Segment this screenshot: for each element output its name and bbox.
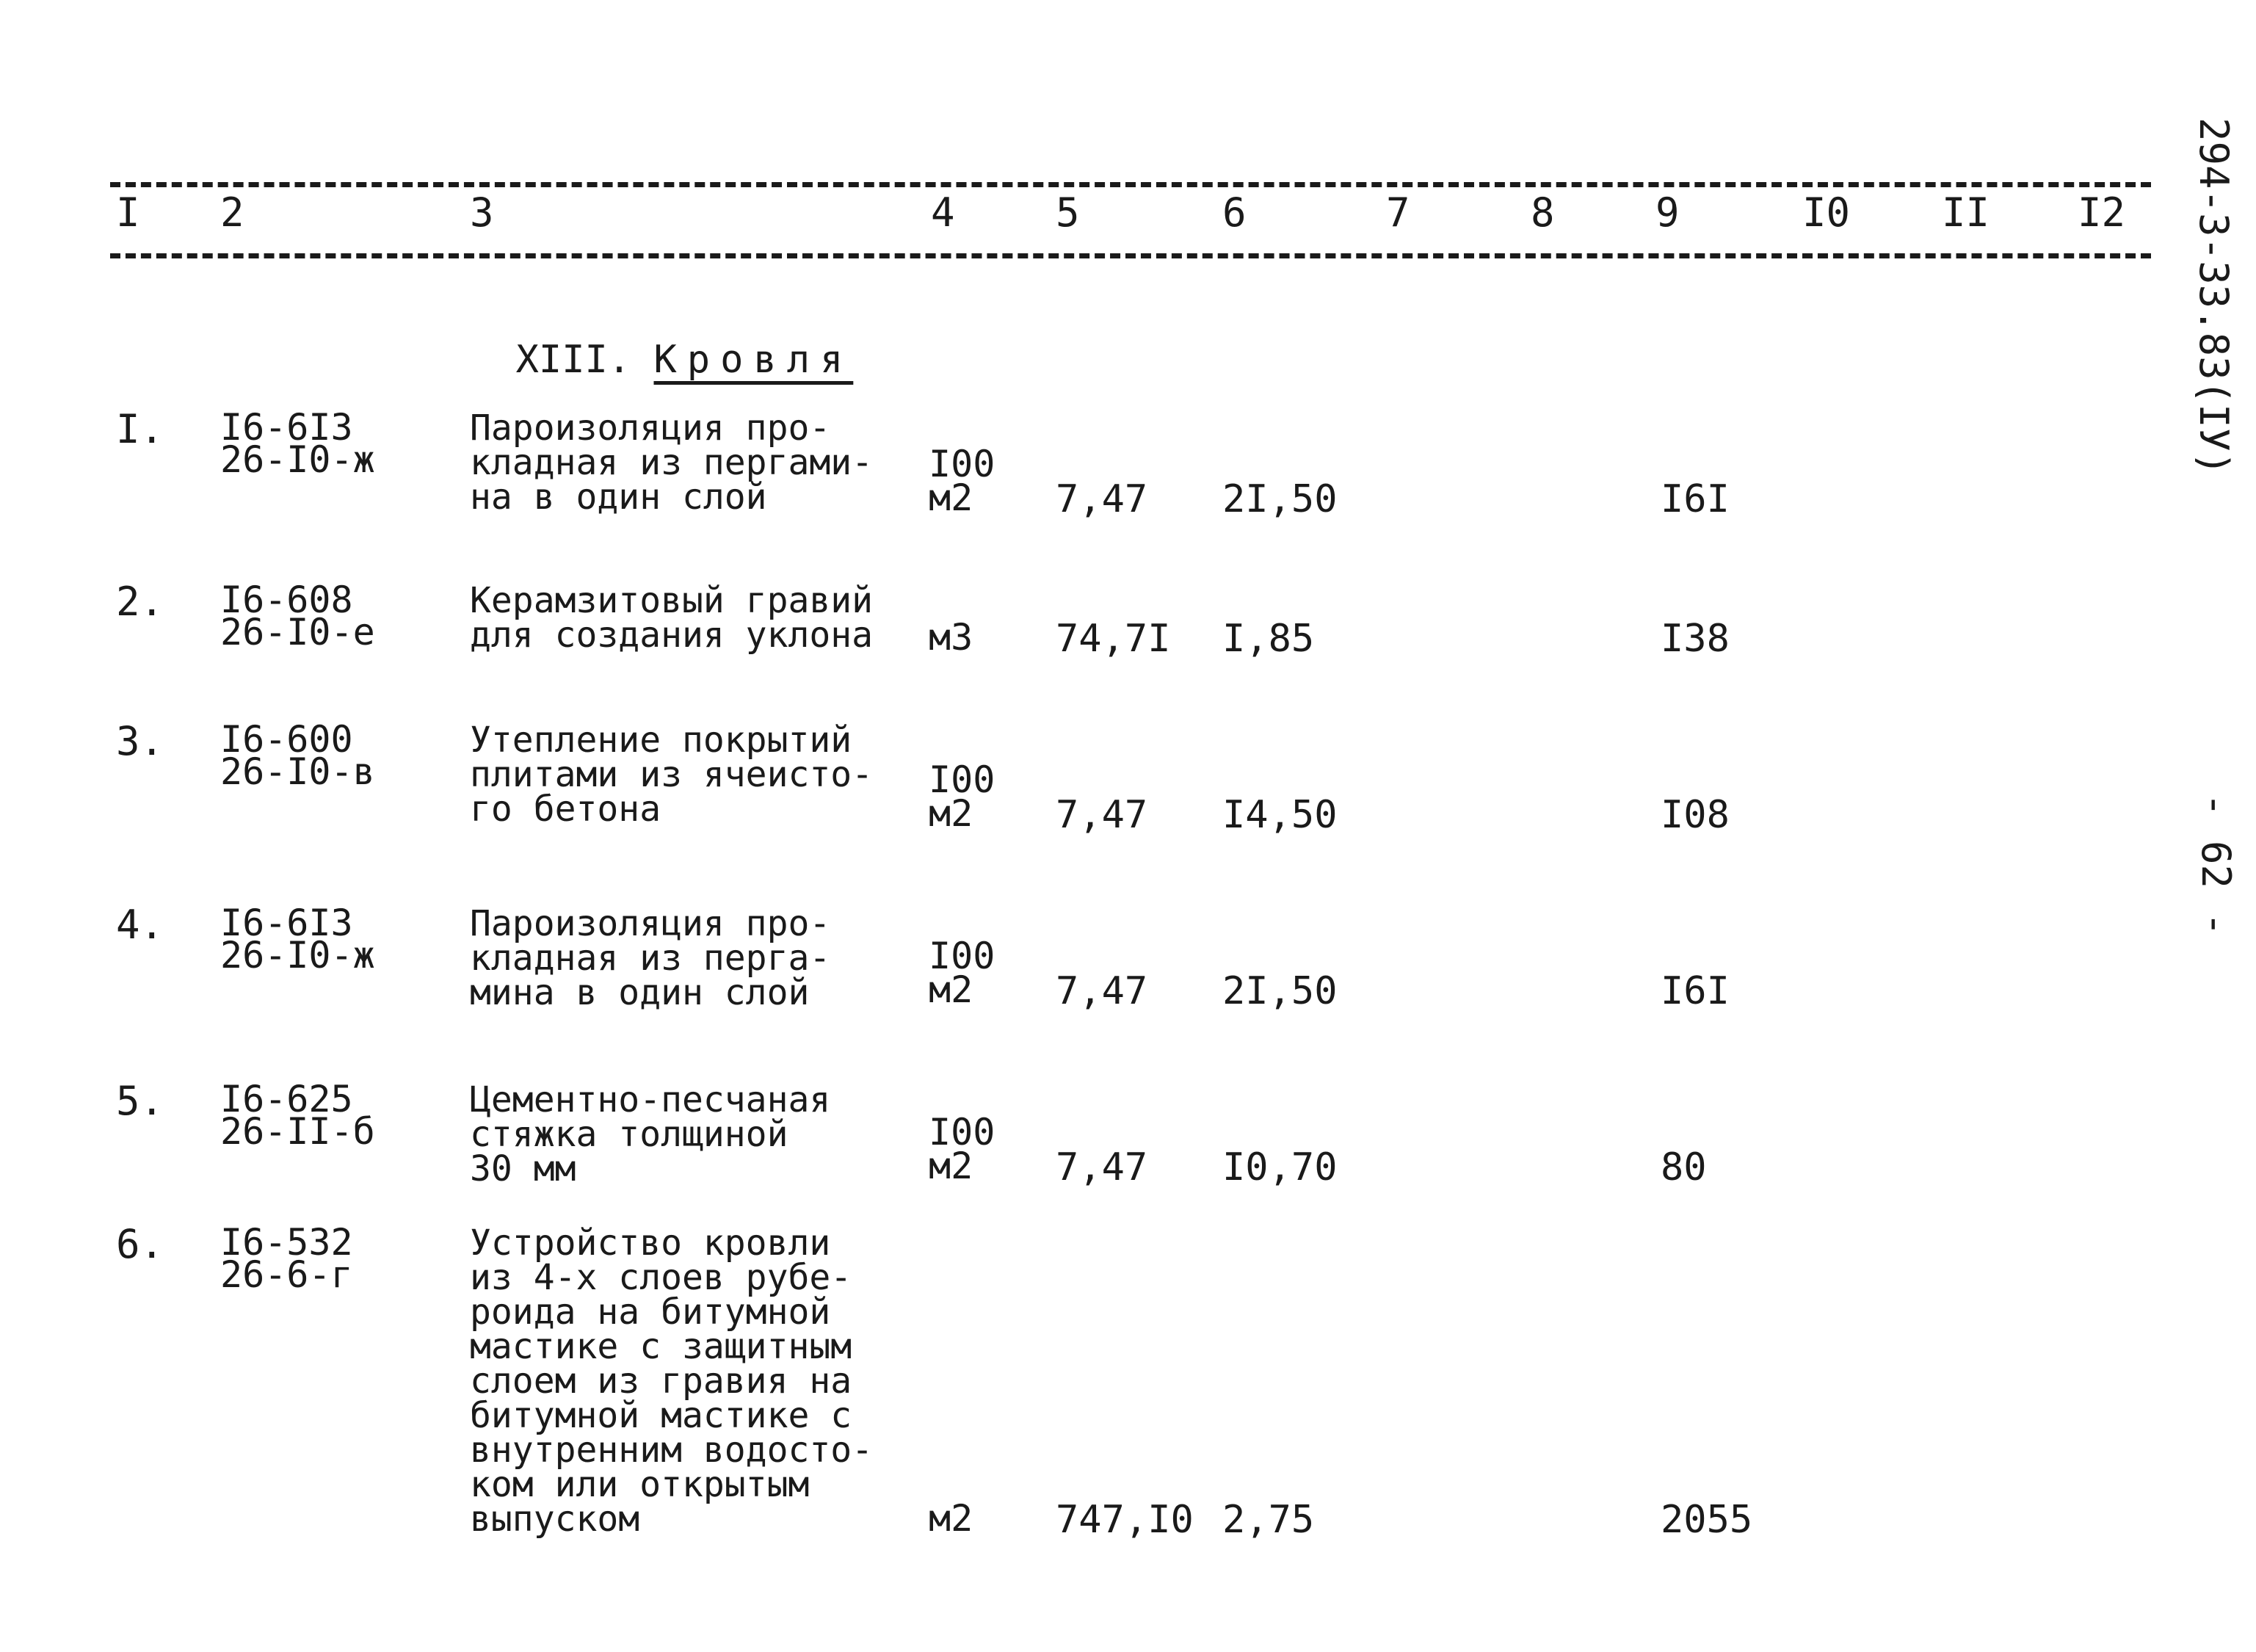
column-header-10: I0	[1802, 189, 1851, 236]
row-total-cost: 2055	[1661, 1498, 1753, 1542]
row-unit-cost: 2I,50	[1222, 969, 1338, 1013]
row-total-cost: I6I	[1661, 969, 1730, 1013]
row-description-line: ком или открытым	[470, 1464, 810, 1505]
row-code-line: 26-I0-е	[220, 611, 375, 653]
row-quantity: 747,I0	[1056, 1498, 1194, 1542]
column-header-2: 2	[220, 189, 244, 236]
row-description-line: мастике с защитным	[470, 1326, 852, 1367]
row-description-line: кладная из перга-	[470, 938, 831, 979]
row-unit-line: м2	[929, 1497, 973, 1540]
section-heading	[470, 305, 854, 382]
row-number: 4.	[116, 902, 164, 948]
row-quantity: 74,7I	[1056, 617, 1171, 661]
row-code-line: 26-I0-ж	[220, 934, 375, 977]
row-code-line: I6-6I3	[220, 406, 353, 449]
row-description-line: Цементно-песчаная	[470, 1079, 831, 1120]
row-quantity: 7,47	[1056, 1145, 1148, 1189]
row-quantity: 7,47	[1056, 793, 1148, 837]
section-number: XIII.	[515, 338, 631, 382]
row-description-line: роида на битумной	[470, 1291, 831, 1333]
row-code-line: 26-I0-в	[220, 750, 375, 793]
document-code: 294-3-33.83(IУ)	[2191, 117, 2237, 476]
row-unit-cost: 2I,50	[1222, 477, 1338, 521]
row-description-line: стяжка толщиной	[470, 1114, 788, 1155]
row-description-line: для создания уклона	[470, 615, 874, 656]
page-number: - 62 -	[2193, 793, 2239, 937]
row-unit-line: м2	[929, 792, 973, 835]
row-description-line: 30 мм	[470, 1148, 576, 1189]
column-header-4: 4	[931, 189, 955, 236]
row-unit-line: м3	[929, 616, 973, 659]
row-total-cost: I08	[1661, 793, 1730, 837]
row-code-line: 26-II-б	[220, 1110, 375, 1153]
column-header-9: 9	[1655, 189, 1680, 236]
column-header-8: 8	[1531, 189, 1555, 236]
row-description-line: выпуском	[470, 1499, 640, 1540]
row-number: I.	[116, 406, 164, 452]
row-quantity: 7,47	[1056, 477, 1148, 521]
column-header-5: 5	[1056, 189, 1080, 236]
column-header-1: I	[116, 189, 140, 236]
row-description-line: Утепление покрытий	[470, 720, 852, 761]
column-header-7: 7	[1386, 189, 1410, 236]
row-code-line: 26-I0-ж	[220, 438, 375, 481]
row-number: 5.	[116, 1078, 164, 1124]
section-title: Кровля	[653, 338, 854, 382]
row-description-line: плитами из ячеисто-	[470, 754, 874, 795]
row-code-line: I6-600	[220, 718, 353, 761]
row-number: 3.	[116, 718, 164, 764]
row-code-line: I6-608	[220, 579, 353, 621]
row-quantity: 7,47	[1056, 969, 1148, 1013]
row-number: 6.	[116, 1221, 164, 1267]
column-header-12: I2	[2078, 189, 2126, 236]
row-total-cost: 80	[1661, 1145, 1707, 1189]
header-top-rule	[110, 182, 2151, 187]
row-unit-line: I00	[929, 758, 995, 801]
header-bottom-rule	[110, 253, 2151, 258]
row-description-line: из 4-х слоев рубе-	[470, 1257, 852, 1298]
row-description-line: Пароизоляция про-	[470, 903, 831, 944]
row-code-line: I6-532	[220, 1221, 353, 1264]
row-code-line: I6-625	[220, 1078, 353, 1120]
row-unit-line: I00	[929, 443, 995, 485]
row-description-line: внутренним водосто-	[470, 1430, 874, 1471]
column-header-3: 3	[470, 189, 494, 236]
row-unit-cost: I4,50	[1222, 793, 1338, 837]
row-unit-line: I00	[929, 935, 995, 977]
row-number: 2.	[116, 579, 164, 625]
row-description-line: Устройство кровли	[470, 1222, 831, 1264]
row-unit-line: м2	[929, 1145, 973, 1187]
row-description-line: на в один слой	[470, 477, 767, 518]
column-header-6: 6	[1222, 189, 1247, 236]
row-unit-line: м2	[929, 968, 973, 1011]
row-description-line: слоем из гравия на	[470, 1361, 852, 1402]
row-description-line: кладная из пергами-	[470, 442, 874, 483]
row-code-line: 26-6-г	[220, 1253, 353, 1296]
row-code-line: I6-6I3	[220, 902, 353, 944]
row-description-line: битумной мастике с	[470, 1395, 852, 1436]
row-description-line: Пароизоляция про-	[470, 407, 831, 449]
row-total-cost: I38	[1661, 617, 1730, 661]
row-unit-line: I00	[929, 1111, 995, 1153]
row-description-line: го бетона	[470, 789, 661, 830]
column-header-11: II	[1942, 189, 1990, 236]
row-unit-line: м2	[929, 477, 973, 519]
row-unit-cost: I,85	[1222, 617, 1315, 661]
row-unit-cost: I0,70	[1222, 1145, 1338, 1189]
row-description-line: мина в один слой	[470, 972, 810, 1013]
row-description-line: Керамзитовый гравий	[470, 580, 874, 621]
row-total-cost: I6I	[1661, 477, 1730, 521]
row-unit-cost: 2,75	[1222, 1498, 1315, 1542]
